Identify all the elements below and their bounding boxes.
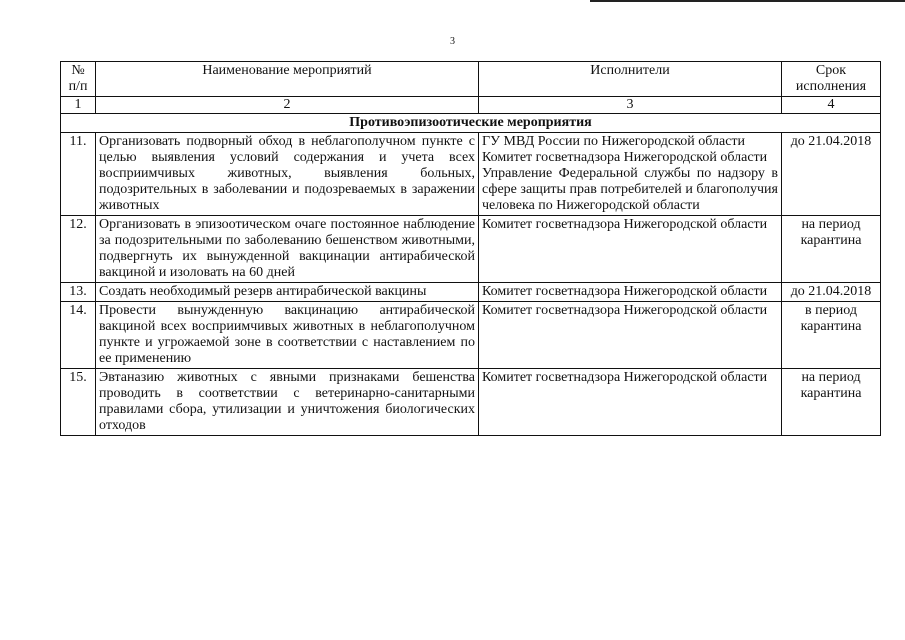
table-header-row (61, 62, 881, 97)
column-index-4: 4 (782, 97, 881, 114)
table-row (61, 133, 881, 216)
header-num: № п/п (61, 62, 96, 97)
executor-entry: Комитет госветнадзора Нижегородской области (482, 370, 768, 385)
row-action: Провести вынужденную вакцинацию антирабической вакциной всех восприимчивых животных в неблагополучном пункте и угрожаемой зоне в соответствии с наставлением по ее применению (96, 302, 479, 369)
row-action: Организовать подворный обход в неблагополучном пункте с целью выявления условий содержания и учета всех восприимчивых животных, выявления больных, подозрительных в заболевании и подозреваемых в заражении животных (96, 133, 479, 216)
scan-edge-line (590, 0, 905, 2)
row-number: 13. (61, 283, 96, 302)
row-action: Эвтаназию животных с явными признаками бешенства проводить в соответствии с ветеринарно-санитарными правилами сбора, утилизации и уничтожения биологических отходов (96, 369, 479, 436)
section-row (61, 114, 881, 133)
row-term: до 21.04.2018 (782, 133, 881, 216)
executor-entry: Комитет госветнадзора Нижегородской области (482, 284, 768, 299)
column-index-row (61, 97, 881, 114)
row-executors (479, 369, 782, 436)
page-number: 3 (450, 36, 455, 47)
column-index-3: 3 (479, 97, 782, 114)
executor-entry: Управление Федеральной службы по надзору в сфере защиты прав потребителей и благополучия человека по Нижегородской области (482, 166, 778, 213)
row-number: 12. (61, 216, 96, 283)
row-action: Создать необходимый резерв антирабической вакцины (96, 283, 479, 302)
executor-entry: Комитет госветнадзора Нижегородской области (482, 150, 768, 165)
table-row (61, 369, 881, 436)
row-executors (479, 133, 782, 216)
table-row (61, 283, 881, 302)
header-name: Наименование мероприятий (96, 62, 479, 97)
row-number: 14. (61, 302, 96, 369)
row-executors (479, 216, 782, 283)
row-number: 15. (61, 369, 96, 436)
row-action: Организовать в эпизоотическом очаге постоянное наблюдение за подозрительными по заболеванию бешенством животными, подвергнуть их вынужденной вакцинации антирабической вакциной и изоловать на 60 дней (96, 216, 479, 283)
row-executors (479, 302, 782, 369)
row-number: 11. (61, 133, 96, 216)
section-title: Противоэпизоотические мероприятия (61, 114, 881, 133)
executor-entry: ГУ МВД России по Нижегородской области (482, 134, 746, 149)
row-term: на период карантина (782, 216, 881, 283)
table-row (61, 302, 881, 369)
column-index-1: 1 (61, 97, 96, 114)
table-row (61, 216, 881, 283)
row-term: на период карантина (782, 369, 881, 436)
executor-entry: Комитет госветнадзора Нижегородской области (482, 303, 768, 318)
header-executors: Исполнители (479, 62, 782, 97)
header-term: Срок исполнения (782, 62, 881, 97)
measures-table (60, 61, 881, 436)
row-executors (479, 283, 782, 302)
row-term: в период карантина (782, 302, 881, 369)
executor-entry: Комитет госветнадзора Нижегородской области (482, 217, 768, 232)
row-term: до 21.04.2018 (782, 283, 881, 302)
column-index-2: 2 (96, 97, 479, 114)
